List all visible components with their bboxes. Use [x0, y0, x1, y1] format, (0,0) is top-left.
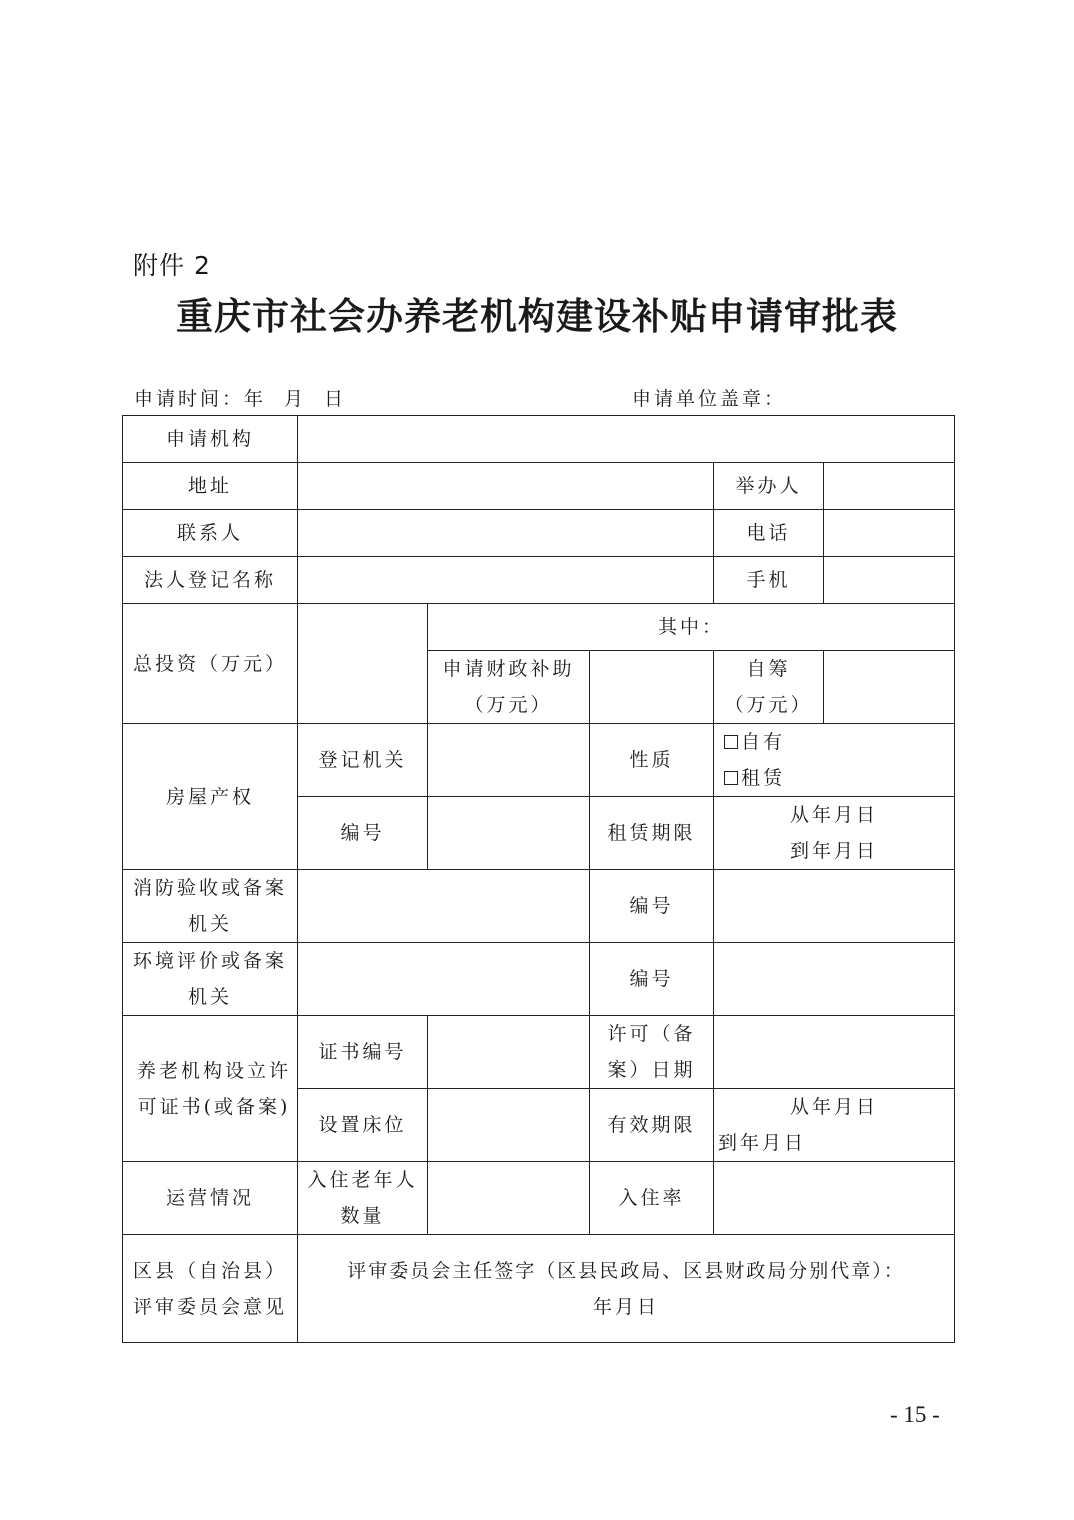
beds-field[interactable]: [428, 1089, 590, 1162]
table-row: [123, 1162, 955, 1235]
institution-label: 申请机构: [123, 416, 298, 463]
page-number: - 15 -: [890, 1402, 940, 1427]
nature-options: [714, 724, 955, 797]
number-label: 编号: [298, 797, 428, 870]
signature-text: 评审委员会主任签字（区县民政局、区县财政局分别代章）：: [347, 1259, 905, 1282]
county-opinion-field[interactable]: [298, 1235, 955, 1343]
total-invest-label: 总投资（万元）: [123, 604, 298, 724]
lease-to: 到年月日: [789, 840, 878, 862]
table-row: [123, 870, 955, 943]
fire-label-line2: 机关: [187, 913, 232, 935]
apply-time-label: 申请时间：: [134, 388, 245, 410]
env-label-line1: 环境评价或备案: [132, 950, 287, 972]
phone-field[interactable]: [824, 510, 955, 557]
self-funded-line2: （万元）: [724, 694, 813, 716]
env-number-label: 编号: [590, 943, 714, 1016]
table-row: [123, 416, 955, 463]
env-number-field[interactable]: [714, 943, 955, 1016]
mobile-field[interactable]: [824, 557, 955, 604]
number-field[interactable]: [428, 797, 590, 870]
nature-label: 性质: [590, 724, 714, 797]
license-label-line2: 可证书(或备案): [137, 1095, 291, 1118]
permit-date-line2: 案）日期: [607, 1059, 696, 1081]
institution-field[interactable]: [298, 416, 955, 463]
operation-label: 运营情况: [123, 1162, 298, 1235]
sponsor-field[interactable]: [824, 463, 955, 510]
fire-label: [123, 870, 298, 943]
leased-checkbox[interactable]: [724, 771, 738, 785]
residents-label-line2: 数量: [340, 1205, 385, 1227]
owned-checkbox[interactable]: [724, 735, 738, 749]
month-label: 月: [284, 388, 307, 410]
property-label: 房屋产权: [123, 724, 298, 870]
residents-label-line1: 入住老年人: [307, 1169, 418, 1191]
lease-from: 从年月日: [789, 804, 878, 826]
subsidy-label-line2: （万元）: [464, 694, 553, 716]
contact-label: 联系人: [123, 510, 298, 557]
mobile-label: 手机: [714, 557, 824, 604]
valid-from: 从年月日: [789, 1096, 878, 1118]
subsidy-label-line1: 申请财政补助: [442, 658, 575, 680]
application-form-table: [122, 415, 955, 1343]
fire-number-field[interactable]: [714, 870, 955, 943]
reg-authority-label: 登记机关: [298, 724, 428, 797]
owned-label: 自有: [741, 731, 786, 753]
contact-field[interactable]: [298, 510, 714, 557]
table-row: [123, 463, 955, 510]
legal-name-field[interactable]: [298, 557, 714, 604]
table-row: [123, 604, 955, 651]
day-label: 日: [324, 388, 347, 410]
subsidy-field[interactable]: [590, 651, 714, 724]
permit-date-label: [590, 1016, 714, 1089]
leased-label: 租赁: [741, 767, 786, 789]
attachment-label: 附件 2: [133, 251, 211, 280]
self-funded-line1: 自筹: [746, 658, 791, 680]
address-label: 地址: [123, 463, 298, 510]
address-field[interactable]: [298, 463, 714, 510]
env-label: [123, 943, 298, 1016]
occupancy-label: 入住率: [590, 1162, 714, 1235]
county-label-line1: 区县（自治县）: [132, 1259, 287, 1282]
occupancy-field[interactable]: [714, 1162, 955, 1235]
env-field[interactable]: [298, 943, 590, 1016]
table-row: [123, 1235, 955, 1343]
license-label: [123, 1016, 298, 1162]
fire-field[interactable]: [298, 870, 590, 943]
table-row: [123, 510, 955, 557]
subsidy-label: [428, 651, 590, 724]
lease-term-field[interactable]: [714, 797, 955, 870]
fire-label-line1: 消防验收或备案: [132, 877, 287, 899]
seal-label: 申请单位盖章：: [632, 388, 787, 410]
fire-number-label: 编号: [590, 870, 714, 943]
county-opinion-label: [123, 1235, 298, 1343]
self-funded-field[interactable]: [824, 651, 955, 724]
residents-field[interactable]: [428, 1162, 590, 1235]
lease-term-label: 租赁期限: [590, 797, 714, 870]
permit-date-field[interactable]: [714, 1016, 955, 1089]
owned-option[interactable]: [724, 724, 950, 760]
valid-to: 到年月日: [718, 1132, 807, 1154]
validity-field[interactable]: [714, 1089, 955, 1162]
phone-label: 电话: [714, 510, 824, 557]
year-label: 年: [244, 388, 267, 410]
residents-label: [298, 1162, 428, 1235]
table-row: [123, 1016, 955, 1089]
form-title: 重庆市社会办养老机构建设补贴申请审批表: [176, 294, 898, 338]
beds-label: 设置床位: [298, 1089, 428, 1162]
table-row: [123, 724, 955, 797]
of-which-label: 其中：: [428, 604, 955, 651]
permit-date-line1: 许可（备: [607, 1023, 696, 1045]
legal-name-label: 法人登记名称: [123, 557, 298, 604]
reg-authority-field[interactable]: [428, 724, 590, 797]
table-row: [123, 943, 955, 1016]
signature-date: 年月日: [592, 1295, 659, 1318]
apply-time: [134, 384, 364, 411]
table-row: [123, 557, 955, 604]
cert-number-field[interactable]: [428, 1016, 590, 1089]
county-label-line2: 评审委员会意见: [132, 1295, 287, 1318]
self-funded-label: [714, 651, 824, 724]
license-label-line1: 养老机构设立许: [136, 1059, 291, 1082]
sponsor-label: 举办人: [714, 463, 824, 510]
cert-number-label: 证书编号: [298, 1016, 428, 1089]
env-label-line2: 机关: [187, 986, 232, 1008]
total-invest-field[interactable]: [298, 604, 428, 724]
leased-option[interactable]: [724, 760, 950, 796]
validity-label: 有效期限: [590, 1089, 714, 1162]
